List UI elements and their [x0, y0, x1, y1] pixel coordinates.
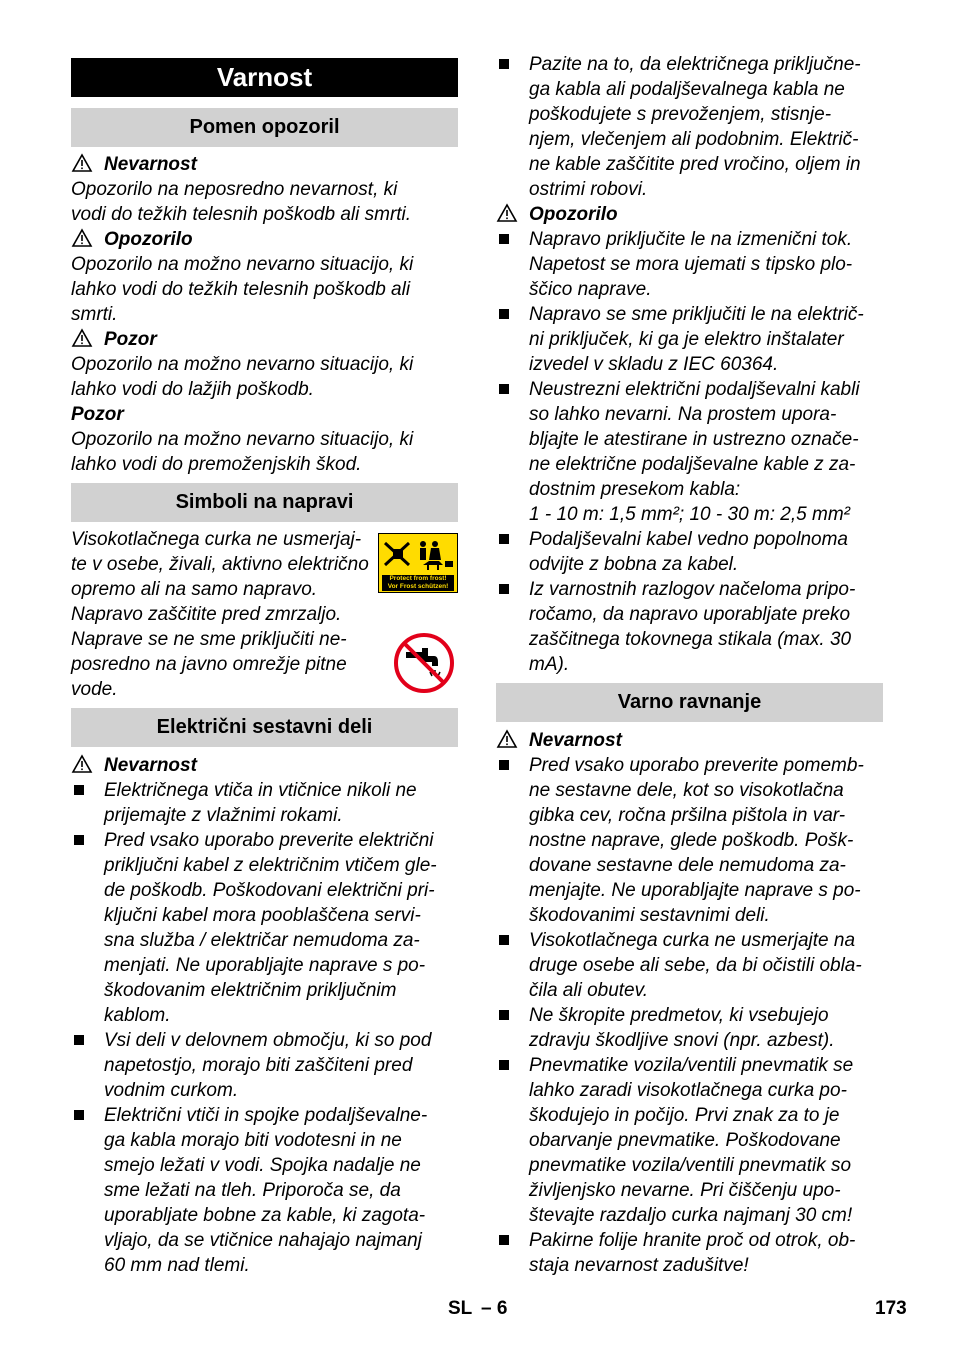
- text-line: lahko zaradi visokotlačnega curka po-: [529, 1080, 847, 1101]
- bullet: [499, 584, 509, 594]
- text-line: njem, vlečenjem ali podobnim. Električ-: [529, 129, 859, 150]
- text-line: prijemajte z vlažnimi rokami.: [104, 805, 343, 826]
- bullet: [74, 785, 84, 795]
- text-line: lahko vodi do lažjih poškodb.: [71, 379, 314, 400]
- text-line: te v osebe, živali, aktivno električno: [71, 554, 369, 575]
- text-line: vljajo, da se vtičnice nahajajo najmanj: [104, 1230, 422, 1251]
- text-line: Naprave se ne sme priključiti ne-: [71, 629, 347, 650]
- heading-pomen-opozoril: Pomen opozoril: [71, 108, 458, 147]
- text-line: priključni kabel z električnim vtičem gle-: [104, 855, 437, 876]
- text-line: Napravo priključite le na izmenični tok.: [529, 229, 853, 250]
- text-line: ne sestavne dele, kot so visokotlačna: [529, 780, 844, 801]
- text-line: Podaljševalni kabel vedno popolnoma: [529, 529, 849, 550]
- bullet: [499, 59, 509, 69]
- bullet: [499, 309, 509, 319]
- text-line: Pazite na to, da električnega priključne-: [529, 54, 861, 75]
- text-line: Neustrezni električni podaljševalni kabli: [529, 379, 860, 400]
- text-line: menjajte. Ne uporabljajte naprave s po-: [529, 880, 861, 901]
- text-line: napetostjo, morajo biti zaščiteni pred: [104, 1055, 413, 1076]
- text-line: kablom.: [104, 1005, 171, 1026]
- bullet: [74, 1110, 84, 1120]
- text-line: vodi do težkih telesnih poškodb ali smrti.: [71, 204, 412, 225]
- heading-simboli-na-napravi: Simboli na napravi: [71, 483, 458, 522]
- heading-elektricni-sestavni-deli: Električni sestavni deli: [71, 708, 458, 747]
- text-line: Opozorilo na možno nevarno situacijo, ki: [71, 254, 414, 275]
- text-line: ne električne podaljševalne kable z za-: [529, 454, 856, 475]
- text-line: Visokotlačnega curka ne usmerjaj-: [71, 529, 362, 550]
- text-line: ročamo, da napravo uporabljate preko: [529, 604, 851, 625]
- text-line: druge osebe ali sebe, da bi očistili obla-: [529, 955, 862, 976]
- bullet: [499, 534, 509, 544]
- no-jet-at-people-icon: [379, 535, 457, 575]
- warning-triangle-icon: [71, 754, 93, 774]
- text-line: lahko vodi do premoženjskih škod.: [71, 454, 362, 475]
- section-title: Varnost: [71, 58, 458, 97]
- text-line: Pnevmatike vozila/ventili pnevmatik se: [529, 1055, 854, 1076]
- text-line: življenjsko nevarne. Pri čiščenju upo-: [529, 1180, 841, 1201]
- text-line: bljajte le atestirane in ustrezno označe-: [529, 429, 859, 450]
- text-line: ključni kabel mora pooblaščena servi-: [104, 905, 421, 926]
- text-line: zdravju škodljive snovi (npr. azbest).: [529, 1030, 835, 1051]
- text-line: števajte razdaljo curka najmanj 30 cm!: [529, 1205, 853, 1226]
- frost-sign-label: [382, 575, 454, 591]
- text-line: uporabljate bobne za kable, ki zagota-: [104, 1205, 426, 1226]
- text-line: pnevmatike vozila/ventili pnevmatik so: [529, 1155, 852, 1176]
- text-line: dovane sestavne dele nemudoma za-: [529, 855, 846, 876]
- warning-triangle-icon: [71, 328, 93, 348]
- text-line: Opozorilo na možno nevarno situacijo, ki: [71, 354, 414, 375]
- footer-local-page: – 6: [481, 1298, 508, 1319]
- text-line: staja nevarnost zadušitve!: [529, 1255, 749, 1276]
- text-line: Vsi deli v delovnem območju, ki so pod: [104, 1030, 432, 1051]
- text-line: Opozorilo na neposredno nevarnost, ki: [71, 179, 398, 200]
- text-line: Napetost se mora ujemati s tipsko plo-: [529, 254, 853, 275]
- bullet: [499, 1010, 509, 1020]
- bullet: [74, 835, 84, 845]
- text-line: ni priključek, ki ga je elektro inštalater: [529, 329, 844, 350]
- frost-label-2: Vor Frost schützen!: [387, 583, 449, 590]
- text-line: mA).: [529, 654, 570, 675]
- bullet: [499, 234, 509, 244]
- footer-language: SL: [448, 1298, 473, 1319]
- text-line: Iz varnostnih razlogov načeloma pripo-: [529, 579, 856, 600]
- text-line: Napravo se sme priključiti le na električ-: [529, 304, 864, 325]
- label-opozorilo: Opozorilo: [104, 229, 193, 250]
- text-line: de poškodb. Poškodovani električni pri-: [104, 880, 435, 901]
- text-line: zaščitnega tokovnega stikala (max. 30: [529, 629, 852, 650]
- bullet: [499, 1235, 509, 1245]
- text-line: smejo ležati v vodi. Spojka nadalje ne: [104, 1155, 421, 1176]
- label-pozor: Pozor: [104, 329, 157, 350]
- text-line: nostne naprave, glede poškodb. Pošk-: [529, 830, 854, 851]
- text-line: Pred vsako uporabo preverite pomemb-: [529, 755, 864, 776]
- text-line: Opozorilo na možno nevarno situacijo, ki: [71, 429, 414, 450]
- text-line: posredno na javno omrežje pitne: [71, 654, 347, 675]
- bullet: [499, 760, 509, 770]
- text-line: 60 mm nad tlemi.: [104, 1255, 250, 1276]
- bullet: [74, 1035, 84, 1045]
- text-line: škodovanim električnim priključnim: [104, 980, 397, 1001]
- text-line: Pakirne folije hranite proč od otrok, ob-: [529, 1230, 856, 1251]
- text-line: škodovanimi sestavnimi deli.: [529, 905, 770, 926]
- text-line: ščico naprave.: [529, 279, 652, 300]
- text-line: ostrimi robovi.: [529, 179, 648, 200]
- text-line: opremo ali na samo napravo.: [71, 579, 318, 600]
- text-line: smrti.: [71, 304, 118, 325]
- warning-triangle-icon: [496, 203, 518, 223]
- text-line: sme ležati na tleh. Priporoča se, da: [104, 1180, 401, 1201]
- frost-label-1: Protect from frost!: [389, 575, 447, 582]
- text-line: lahko vodi do težkih telesnih poškodb ali: [71, 279, 411, 300]
- label-nevarnost: Nevarnost: [104, 154, 197, 175]
- heading-varno-ravnanje: Varno ravnanje: [496, 683, 883, 722]
- bullet: [499, 1060, 509, 1070]
- text-line: Električni vtiči in spojke podaljševalne-: [104, 1105, 428, 1126]
- bullet: [499, 935, 509, 945]
- text-line: Pred vsako uporabo preverite električni: [104, 830, 434, 851]
- no-drinking-water-connection-icon: [392, 632, 456, 694]
- text-line: dostnim presekom kabla:: [529, 479, 741, 500]
- text-line: so lahko nevarni. Na prostem upora-: [529, 404, 837, 425]
- text-line: vodnim curkom.: [104, 1080, 239, 1101]
- text-line: Električnega vtiča in vtičnice nikoli ne: [104, 780, 417, 801]
- cable-cross-section-line: 1 - 10 m: 1,5 mm²; 10 - 30 m: 2,5 mm²: [529, 504, 850, 525]
- warning-triangle-icon: [496, 729, 518, 749]
- text-line: ga kabla ali podaljševalnega kabla ne: [529, 79, 845, 100]
- text-line: vode.: [71, 679, 118, 700]
- text-line: ne kable zaščitite pred vročino, oljem in: [529, 154, 861, 175]
- text-line: obarvanje pnevmatike. Poškodovane: [529, 1130, 841, 1151]
- warning-triangle-icon: [71, 228, 93, 248]
- label-pozor-plain: Pozor: [71, 404, 124, 425]
- text-line: sna služba / električar nemudoma za-: [104, 930, 420, 951]
- text-line: Ne škropite predmetov, ki vsebujejo: [529, 1005, 829, 1026]
- label-opozorilo: Opozorilo: [529, 204, 618, 225]
- text-line: gibka cev, ročna pršilna pištola in var-: [529, 805, 846, 826]
- label-nevarnost: Nevarnost: [529, 730, 622, 751]
- text-line: odvijte z bobna za kabel.: [529, 554, 739, 575]
- text-line: izvedel v skladu z IEC 60364.: [529, 354, 779, 375]
- text-line: ga kabla morajo biti vodotesni in ne: [104, 1130, 402, 1151]
- text-line: Napravo zaščitite pred zmrzaljo.: [71, 604, 342, 625]
- text-line: poškodujete s prevoženjem, stisnje-: [529, 104, 832, 125]
- label-nevarnost: Nevarnost: [104, 755, 197, 776]
- warning-triangle-icon: [71, 153, 93, 173]
- jet-warning-frost-sign: [378, 533, 458, 593]
- text-line: čila ali obutev.: [529, 980, 648, 1001]
- bullet: [499, 384, 509, 394]
- text-line: menjati. Ne uporabljajte naprave s po-: [104, 955, 426, 976]
- text-line: škodujejo in počijo. Prvi znak za to je: [529, 1105, 840, 1126]
- text-line: Visokotlačnega curka ne usmerjajte na: [529, 930, 856, 951]
- page-number: 173: [875, 1298, 907, 1319]
